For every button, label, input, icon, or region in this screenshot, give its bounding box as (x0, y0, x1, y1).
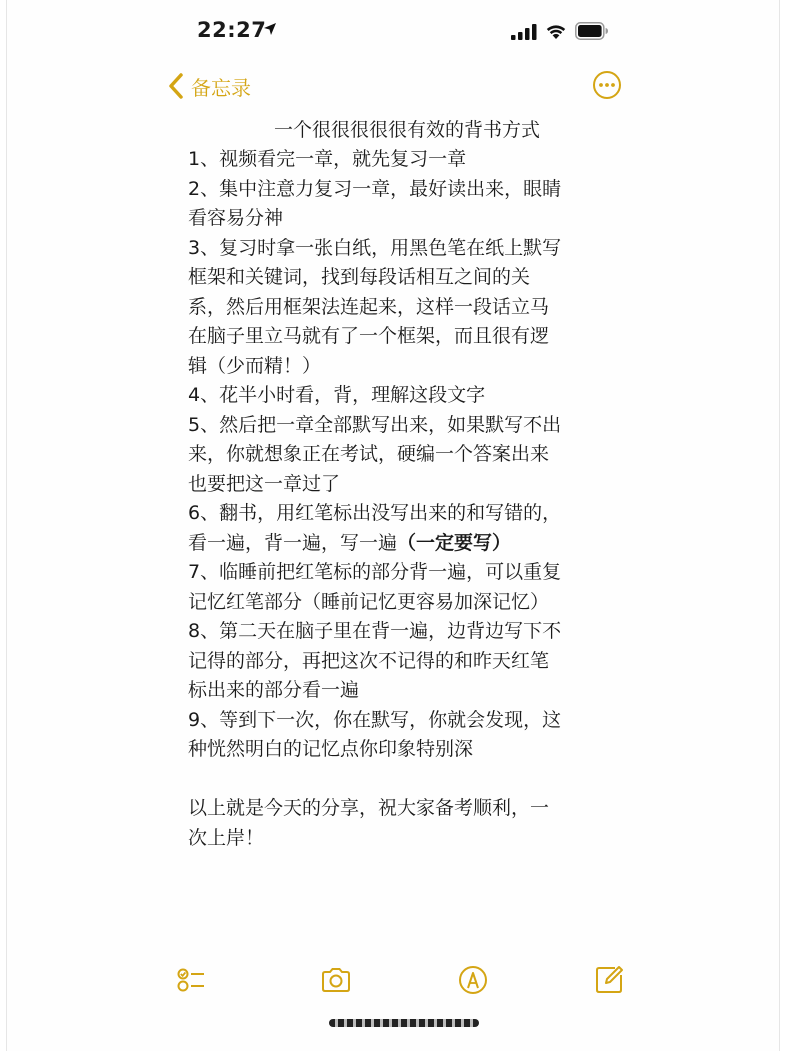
note-body[interactable] (188, 116, 618, 853)
note-line: 记忆红笔部分（睡前记忆更容易加深记忆） (188, 590, 550, 613)
note-line: 5、然后把一章全部默写出来，如果默写不出 (188, 413, 562, 436)
wifi-icon (545, 22, 567, 40)
location-arrow-icon (263, 22, 277, 36)
note-line: 看容易分神 (188, 207, 284, 229)
battery-icon (575, 22, 609, 40)
emphasis-text: （一定要写） (397, 531, 512, 554)
cellular-signal-icon (511, 24, 537, 40)
note-line: 次上岸！ (188, 826, 265, 849)
note-line: 种恍然明白的记忆点你印象特别深 (188, 738, 474, 760)
compose-icon (593, 964, 625, 996)
note-line: 记得的部分，再把这次不记得的和昨天红笔 (188, 649, 550, 672)
note-line: 8、第二天在脑子里在背一遍，边背边写下不 (188, 620, 562, 642)
markup-icon (457, 964, 489, 996)
note-line: 也要把这一章过了 (188, 472, 341, 495)
note-line: 2、集中注意力复习一章，最好读出来，眼睛 (188, 177, 562, 200)
note-line-mixed (188, 529, 618, 559)
status-time: 22:27 (197, 18, 267, 42)
markup-button[interactable] (457, 964, 489, 996)
bottom-toolbar (7, 964, 779, 998)
checklist-icon (175, 964, 207, 996)
back-label: 备忘录 (191, 75, 251, 100)
more-options-icon[interactable] (592, 70, 622, 100)
note-line: 在脑子里立马就有了一个框架，而且很有逻 (188, 325, 550, 347)
note-line: 6、翻书，用红笔标出没写出来的和写错的， (188, 502, 562, 524)
note-line: 标出来的部分看一遍 (188, 679, 360, 701)
chevron-left-icon (167, 72, 185, 100)
note-line: 7、临睡前把红笔标的部分背一遍，可以重复 (188, 561, 562, 583)
checklist-button[interactable] (175, 964, 207, 996)
blank-line (188, 765, 618, 795)
home-indicator[interactable] (329, 1019, 479, 1027)
notes-app-screen (6, 0, 780, 1051)
note-title: 一个很很很很很有效的背书方式 (273, 119, 540, 141)
note-line: 9、等到下一次，你在默写，你就会发现，这 (188, 708, 562, 731)
back-to-notes-button[interactable] (167, 70, 251, 102)
note-line: 辑（少而精！） (188, 354, 322, 377)
note-line: 4、花半小时看，背，理解这段文字 (188, 384, 486, 406)
camera-button[interactable] (320, 964, 352, 996)
note-line: 以上就是今天的分享，祝大家备考顺利，一 (188, 797, 550, 819)
note-line: 3、复习时拿一张白纸，用黑色笔在纸上默写 (188, 236, 562, 259)
note-line: 来，你就想象正在考试，硬编一个答案出来 (188, 443, 550, 465)
note-line: 框架和关键词，找到每段话相互之间的关 (188, 266, 531, 288)
note-line-text: 看一遍，背一遍，写一遍 (188, 531, 398, 554)
status-bar (7, 18, 779, 48)
camera-icon (320, 964, 352, 996)
compose-button[interactable] (593, 964, 625, 996)
note-line: 1、视频看完一章，就先复习一章 (188, 148, 467, 170)
note-line: 系，然后用框架法连起来，这样一段话立马 (188, 295, 550, 318)
